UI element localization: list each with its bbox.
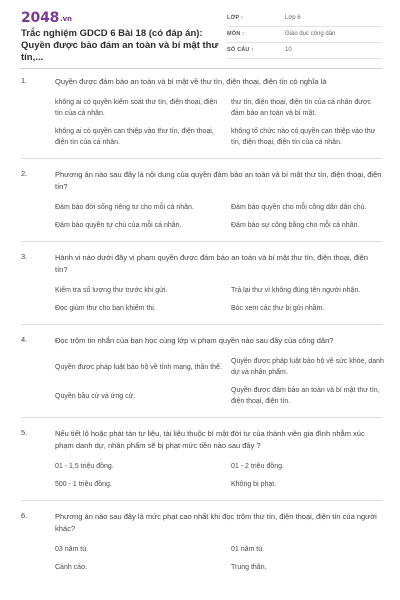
answer-options [55, 356, 382, 407]
question-number: 5. [21, 428, 28, 437]
question-1 [0, 76, 400, 148]
answer-option[interactable]: không ai có quyền kiểm soát thư tín, điện thoại, điện tín của cá nhân. [55, 99, 218, 117]
question-divider [21, 158, 382, 159]
answer-options [55, 285, 382, 314]
answer-option[interactable]: 01 năm tù. [231, 546, 265, 553]
question-number: 1. [21, 76, 28, 85]
answer-option[interactable]: Đọc giùm thư cho bạn khiếm thị. [55, 305, 156, 312]
question-number: 6. [21, 511, 28, 520]
answer-option[interactable]: Trung thân. [231, 564, 267, 571]
question-3 [0, 252, 400, 314]
question-divider [21, 500, 382, 501]
question-divider [21, 241, 382, 242]
answer-option[interactable]: thư tín, điện thoại, điện tín của cá nhân được đảm bảo an toàn và bí mật. [231, 99, 372, 117]
question-6 [0, 511, 400, 573]
question-2 [0, 169, 400, 231]
logo-text: 2048 [21, 10, 60, 26]
meta-key: SỐ CÂU : [227, 47, 254, 53]
question-number: 2. [21, 169, 28, 178]
meta-row-subject [227, 28, 382, 43]
question-divider [21, 324, 382, 325]
answer-option[interactable]: Đảm bảo quyền cho mỗi công dân dân chủ. [231, 204, 367, 211]
answer-options [55, 202, 382, 231]
meta-row-class [227, 12, 382, 27]
question-number: 4. [21, 335, 28, 344]
answer-option[interactable]: 01 - 1,5 triệu đồng. [55, 463, 114, 470]
question-number: 3. [21, 252, 28, 261]
meta-key: MÔN : [227, 31, 245, 37]
site-logo[interactable] [21, 10, 72, 26]
answer-option[interactable]: Không bị phạt. [231, 481, 277, 488]
meta-info [227, 12, 382, 60]
answer-option[interactable]: Cảnh cáo. [55, 564, 87, 571]
answer-option[interactable]: không ai có quyền can thiệp vào thư tín, điện thoại, điện tín của cá nhân. [55, 128, 214, 146]
header-divider [20, 68, 382, 69]
question-text: Phương án nào sau đây là nội dung của quyền đảm bảo an toàn và bí mật thư tín, điện thoại, điện tín? [55, 170, 382, 191]
answer-option[interactable]: Quyền được pháp luật bảo hộ về sức khỏe, danh dự và nhân phẩm. [231, 358, 384, 376]
logo-suffix: .vn [60, 15, 72, 23]
document-title: Trắc nghiệm GDCD 6 Bài 18 (có đáp án): Quyền được bảo đảm an toàn và bí mật thư tín,... [21, 28, 219, 63]
meta-value: Giáo dục công dân [285, 31, 336, 37]
answer-option[interactable]: 03 năm tù. [55, 546, 89, 553]
answer-option[interactable]: không tổ chức nào có quyền can thiệp vào thư tín, điện thoại, điện tín của cá nhân. [231, 128, 376, 146]
meta-key: LỚP : [227, 15, 243, 21]
meta-value: 10 [285, 47, 292, 53]
answer-options [55, 97, 382, 148]
question-list [0, 76, 400, 583]
question-5 [0, 428, 400, 490]
answer-option[interactable]: Trả lại thư vì không đúng tên người nhận. [231, 287, 361, 294]
answer-options [55, 461, 382, 490]
answer-option[interactable]: Kiểm tra số lượng thư trước khi gửi. [55, 287, 168, 294]
question-text: Đọc trộm tin nhắn của bạn học cùng lớp vi phạm quyền nào sau đây của công dân? [55, 336, 334, 345]
answer-option[interactable]: Quyền được đảm bảo an toàn và bí mật thư tín, điện thoại, điện tín. [231, 387, 380, 405]
question-text: Phương án nào sau đây là mức phạt cao nhất khi đọc trộm thư tín, điện thoại, điện tín của người khác? [55, 512, 377, 533]
answer-option[interactable]: Quyền được pháp luật bảo hộ về tính mạng, thân thể. [55, 363, 222, 371]
answer-option[interactable]: 01 - 2 triệu đồng. [231, 463, 284, 470]
question-text: Hành vi nào dưới đây vi phạm quyền được đảm bảo an toàn và bí mật thư tín, điện thoại, điện tín? [55, 253, 369, 274]
question-divider [21, 417, 382, 418]
answer-option[interactable]: Quyền bầu cử và ứng cử. [55, 392, 136, 400]
answer-option[interactable]: Đảm bảo đời sống riêng tư cho mỗi cá nhân. [55, 204, 194, 211]
meta-row-count [227, 44, 382, 59]
page-header [0, 0, 400, 68]
question-4 [0, 335, 400, 407]
meta-value: Lớp 6 [285, 15, 301, 21]
answer-option[interactable]: Bóc xem các thư bị gửi nhầm. [231, 305, 325, 312]
question-text: Quyền được đảm bảo an toàn và bí mật về thư tín, điện thoại, điện tín có nghĩa là [55, 77, 327, 86]
answer-option[interactable]: Đảm bảo sự công bằng cho mỗi cá nhân. [231, 222, 360, 229]
question-text: Nếu tiết lộ hoặc phát tán tư liệu, tài liệu thuộc bí mật đời tư của thành viên gia đình nhằm xúc phạm danh dự, nhân phẩm sẽ bị phạt mức tiền nào sau đây ? [55, 429, 365, 450]
answer-option[interactable]: 500 - 1 triệu đồng. [55, 481, 112, 488]
answer-options [55, 544, 382, 573]
answer-option[interactable]: Đảm bảo quyền tự chủ của mỗi cá nhân. [55, 222, 182, 229]
